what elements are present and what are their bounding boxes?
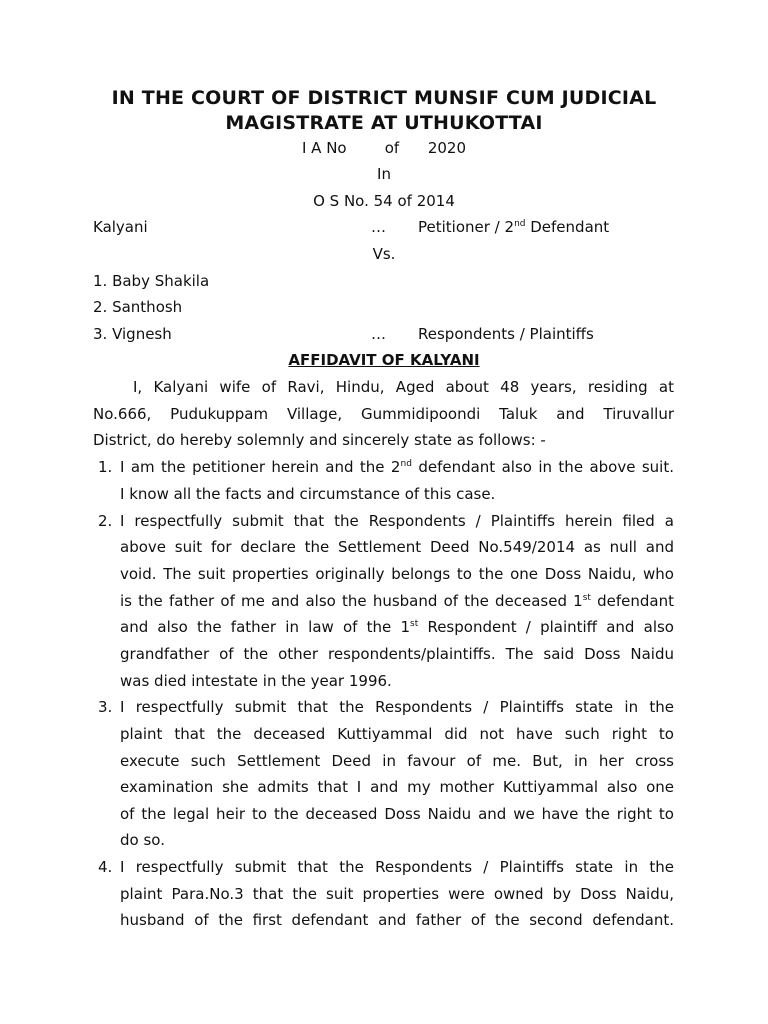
para-2-line-1: I respectfully submit that the Respondents / Plaintiffs herein filed a — [120, 512, 674, 530]
court-title-line2: MAGISTRATE AT UTHUKOTTAI — [225, 112, 543, 134]
para-2-line-4: is the father of me and also the husband of the deceased 1st defendant — [120, 592, 675, 610]
para-3-number: 3. — [98, 698, 113, 716]
para-4-line-3: husband of the first defendant and father of the second defendant. — [120, 911, 674, 929]
para-3-line-4: examination she admits that I and my mother Kuttiyammal also one — [120, 778, 674, 796]
para-4-line-1: I respectfully submit that the Respondents / Plaintiffs state in the — [120, 858, 674, 876]
intro-line-1: I, Kalyani wife of Ravi, Hindu, Aged about 48 years, residing at — [133, 378, 674, 396]
para-2-line-2: above suit for declare the Settlement Deed No.549/2014 as null and — [120, 538, 674, 556]
petitioner-role: Petitioner / 2nd Defendant — [418, 218, 610, 236]
respondent-3: 3. Vignesh — [93, 325, 172, 343]
para-4-number: 4. — [98, 858, 113, 876]
para-1-number: 1. — [98, 458, 113, 476]
intro-line-2: No.666, Pudukuppam Village, Gummidipoondi Taluk and Tiruvallur — [93, 405, 674, 423]
os-number: O S No. 54 of 2014 — [313, 192, 455, 210]
para-2-line-6: grandfather of the other respondents/plaintiffs. The said Doss Naidu — [120, 645, 674, 663]
para-2-line-7: was died intestate in the year 1996. — [120, 672, 392, 690]
para-3-line-3: execute such Settlement Deed in favour of me. But, in her cross — [120, 752, 674, 770]
respondents-role: Respondents / Plaintiffs — [418, 325, 594, 343]
versus-label: Vs. — [372, 245, 396, 263]
respondent-dots: … — [371, 325, 386, 343]
petitioner-dots: … — [371, 218, 386, 236]
para-1-line-1: I am the petitioner herein and the 2nd defendant also in the above suit. — [120, 458, 674, 476]
para-3-line-6: do so. — [120, 831, 165, 849]
court-title-line1: IN THE COURT OF DISTRICT MUNSIF CUM JUDICIAL — [111, 87, 657, 109]
petitioner-name: Kalyani — [93, 218, 148, 236]
respondent-2: 2. Santhosh — [93, 298, 183, 316]
para-2-line-5: and also the father in law of the 1st Respondent / plaintiff and also — [120, 618, 674, 636]
affidavit-heading: AFFIDAVIT OF KALYANI — [288, 351, 480, 369]
para-3-line-1: I respectfully submit that the Respondents / Plaintiffs state in the — [120, 698, 674, 716]
in-label: In — [377, 165, 391, 183]
para-4-line-2: plaint Para.No.3 that the suit properties were owned by Doss Naidu, — [120, 885, 674, 903]
para-3-line-2: plaint that the deceased Kuttiyammal did not have such right to — [120, 725, 674, 743]
respondent-1: 1. Baby Shakila — [93, 272, 210, 290]
para-2-number: 2. — [98, 512, 113, 530]
ia-number: I A No of 2020 — [301, 139, 466, 157]
para-2-line-3: void. The suit properties originally belongs to the one Doss Naidu, who — [120, 565, 674, 583]
intro-line-3: District, do hereby solemnly and sincerely state as follows: - — [93, 431, 546, 449]
para-1-line-2: I know all the facts and circumstance of this case. — [120, 485, 496, 503]
para-3-line-5: of the legal heir to the deceased Doss Naidu and we have the right to — [120, 805, 674, 823]
